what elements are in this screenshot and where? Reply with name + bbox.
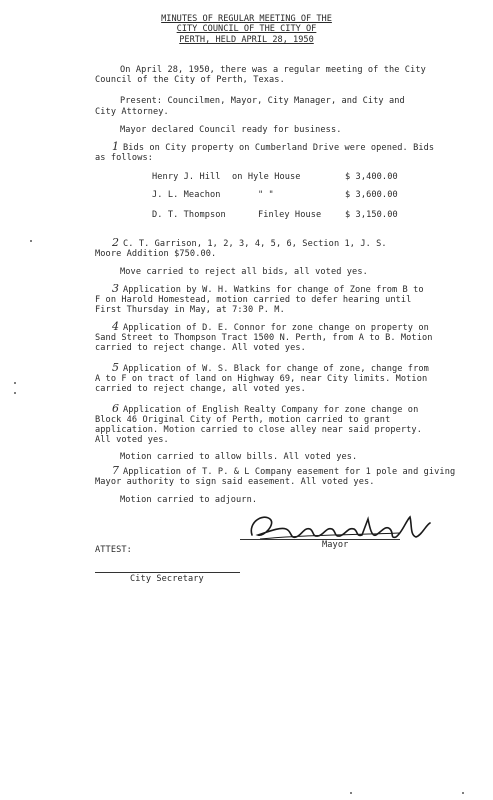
item-7-line-1: Application of T. P. & L Company easement for 1 pole and giving [123,467,456,477]
bid-1-name: Henry J. Hill [152,172,221,182]
ready-line: Mayor declared Council ready for business. [120,125,342,135]
item-1-line-2: as follows: [95,153,154,163]
bid-2-desc: " " [258,190,274,200]
motion-reject-bids: Move carried to reject all bids, all voted yes. [120,267,368,277]
item-5-line-2: A to F on tract of land on Highway 69, near City limits. Motion [95,374,428,384]
item-4-line-3: carried to reject change. All voted yes. [95,343,306,353]
item-5-number: 5 [112,361,119,374]
item-7-number: 7 [112,464,119,477]
item-4-line-2: Sand Street to Thompson Tract 1500 N. Perth, from A to B. Motion [95,333,433,343]
mayor-signature-line [240,539,400,540]
scan-speck [14,382,16,384]
secretary-label: City Secretary [130,574,204,584]
item-3-line-3: First Thursday in May, at 7:30 P. M. [95,305,285,315]
header-line-3: PERTH, HELD APRIL 28, 1950 [179,35,314,45]
item-6-line-2: Block 46 Original City of Perth, motion carried to grant [95,415,391,425]
bid-1-amount: $ 3,400.00 [345,172,398,182]
header-line-2: CITY COUNCIL OF THE CITY OF [176,24,317,34]
bid-2-amount: $ 3,600.00 [345,190,398,200]
motion-adjourn: Motion carried to adjourn. [120,495,258,505]
item-2-line-2: Moore Addition $750.00. [95,249,217,259]
bid-2-name: J. L. Meachon [152,190,221,200]
item-1-number: 1 [112,140,119,153]
scan-speck [350,792,352,794]
attest-label: ATTEST: [95,545,132,555]
bid-3-desc: Finley House [258,210,322,220]
item-3-number: 3 [112,282,119,295]
bid-3-name: D. T. Thompson [152,210,226,220]
secretary-signature-line [95,572,240,573]
item-6-line-3: application. Motion carried to close alley near said property. [95,425,422,435]
item-7-line-2: Mayor authority to sign said easement. All voted yes. [95,477,375,487]
item-3-line-1: Application by W. H. Watkins for change of Zone from B to [123,285,424,295]
scan-speck [14,392,16,394]
motion-allow-bills: Motion carried to allow bills. All voted yes. [120,452,358,462]
intro-line-1: On April 28, 1950, there was a regular meeting of the City [120,65,426,75]
scan-speck [30,240,32,242]
item-2-number: 2 [112,236,119,249]
item-6-number: 6 [112,402,119,415]
bid-3-amount: $ 3,150.00 [345,210,398,220]
bid-1-desc: on Hyle House [232,172,301,182]
item-4-line-1: Application of D. E. Connor for zone change on property on [123,323,429,333]
present-line-2: City Attorney. [95,107,169,117]
header-line-1: MINUTES OF REGULAR MEETING OF THE [161,14,332,24]
item-6-line-1: Application of English Realty Company for zone change on [123,405,419,415]
item-3-line-2: F on Harold Homestead, motion carried to defer hearing until [95,295,412,305]
mayor-label: Mayor [322,540,349,550]
intro-line-2: Council of the City of Perth, Texas. [95,75,285,85]
item-6-line-4: All voted yes. [95,435,169,445]
item-4-number: 4 [112,320,119,333]
scan-speck [462,792,464,794]
item-5-line-1: Application of W. S. Black for change of zone, change from [123,364,429,374]
item-5-line-3: carried to reject change, all voted yes. [95,384,306,394]
present-line-1: Present: Councilmen, Mayor, City Manager, and City and [120,96,405,106]
item-1-line-1: Bids on City property on Cumberland Drive were opened. Bids [123,143,435,153]
item-2-line-1: C. T. Garrison, 1, 2, 3, 4, 5, 6, Section 1, J. S. [123,239,387,249]
